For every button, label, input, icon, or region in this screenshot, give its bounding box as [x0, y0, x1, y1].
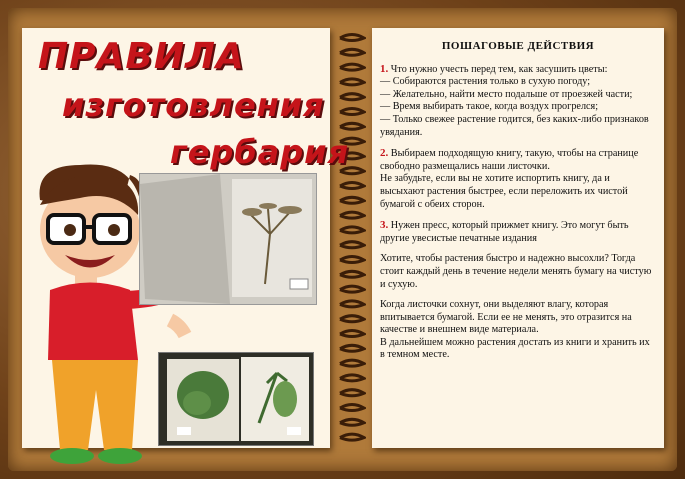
spiral-ring [340, 212, 364, 218]
spiral-ring [340, 271, 364, 277]
step-1-line: — Желательно, найти место подальше от проезжей части; [380, 88, 633, 100]
step-1-line: Что нужно учесть перед тем, как засушить цветы: [390, 63, 608, 75]
spiral-ring [340, 123, 364, 129]
step-5-line: В дальнейшем можно растения достать из книги и хранить их в темном месте. [380, 336, 650, 361]
step-5-paragraph [380, 299, 656, 362]
spiral-ring [340, 316, 364, 322]
step-2-number: 2. [380, 147, 389, 160]
spiral-binding [338, 30, 366, 450]
spiral-ring [340, 79, 364, 85]
instructions-text [380, 40, 656, 440]
step-2-line: Выбираем подходящую книгу, такую, чтобы на странице свободно размещались наши листочки. [380, 148, 639, 172]
title-line-1: ПРАВИЛА [38, 36, 245, 77]
step-1-line: — Только свежее растение годится, без каких-либо признаков увядания. [380, 113, 649, 138]
spiral-ring [340, 301, 364, 307]
pressed-leaves-photo [158, 352, 314, 446]
spiral-ring [340, 94, 364, 100]
spiral-ring [340, 242, 364, 248]
spiral-ring [340, 345, 364, 351]
step-5-line: Когда листочки сохнут, они выделяют влагу, которая впитывается бумагой. Если ее не менять, это отразится на качестве и внешнем виде материала. [380, 299, 632, 336]
spiral-ring [340, 405, 364, 411]
instructions-heading: ПОШАГОВЫЕ ДЕЙСТВИЯ [441, 40, 595, 52]
title-line-3: гербария [170, 133, 350, 171]
step-3 [380, 219, 656, 245]
spiral-ring [340, 434, 364, 440]
title-line-2: изготовления [62, 86, 325, 124]
spiral-ring [340, 64, 364, 70]
step-1-line: — Собираются растения только в сухую погоду; [380, 76, 591, 88]
spiral-ring [340, 419, 364, 425]
spiral-ring [340, 35, 364, 41]
step-1 [380, 63, 656, 140]
spiral-ring [340, 183, 364, 189]
spiral-ring [340, 331, 364, 337]
step-2 [380, 147, 656, 211]
step-1-number: 1. [380, 62, 389, 75]
herbarium-book-photo [139, 173, 317, 305]
spiral-ring [340, 257, 364, 263]
spiral-ring [340, 109, 364, 115]
step-2-line: Не забудьте, если вы не хотите испортить книгу, да и высыхают растения быстрее, если переложить их чистой бумагой с обеих сторон. [380, 173, 628, 210]
spiral-ring [340, 49, 364, 55]
step-4-paragraph: Хотите, чтобы растения быстро и надежно высохли? Тогда стоит каждый день в течение недели менять бумагу на чистую и сухую. [380, 253, 652, 290]
step-3-line: Нужен пресс, который прижмет книгу. Это могут быть другие увесистые печатные издания [380, 220, 629, 244]
spiral-ring [340, 390, 364, 396]
spiral-ring [340, 286, 364, 292]
step-3-number: 3. [380, 219, 389, 232]
spiral-ring [340, 360, 364, 366]
spiral-ring [340, 375, 364, 381]
spiral-ring [340, 197, 364, 203]
spiral-ring [340, 227, 364, 233]
step-1-line: — Время выбирать такое, когда воздух прогрелся; [380, 101, 599, 113]
